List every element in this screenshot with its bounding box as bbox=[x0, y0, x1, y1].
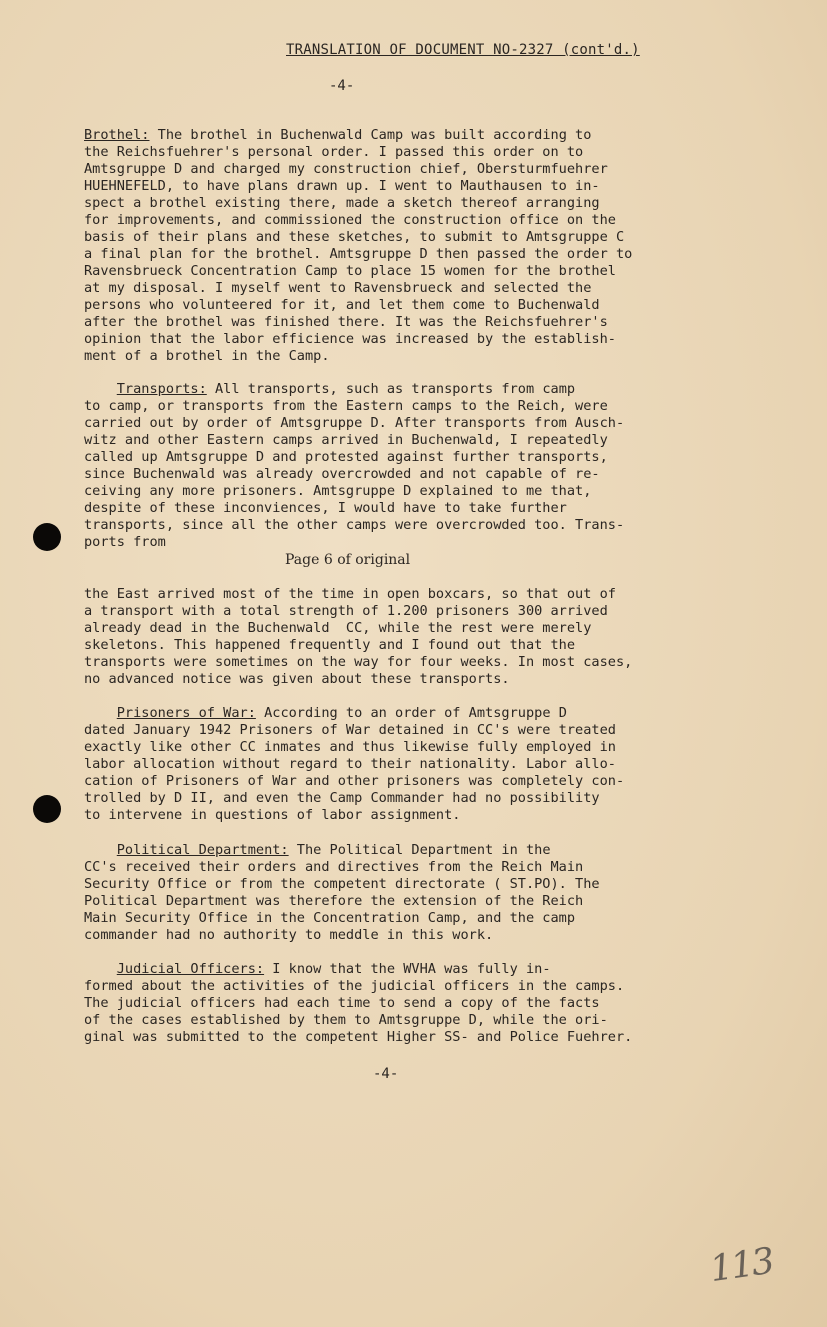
text-line: the East arrived most of the time in open boxcars, so that out of bbox=[84, 586, 616, 602]
text-line: already dead in the Buchenwald CC, while the rest were merely bbox=[84, 620, 592, 636]
text-line: of the cases established by them to Amtsgruppe D, while the ori- bbox=[84, 1012, 608, 1028]
original-page-reference: Page 6 of original bbox=[285, 552, 411, 568]
text-line: basis of their plans and these sketches, to submit to Amtsgruppe C bbox=[84, 229, 625, 245]
paragraph-judicial-officers bbox=[84, 961, 644, 1046]
text-line: Ravensbrueck Concentration Camp to place 15 women for the brothel bbox=[84, 263, 616, 279]
text-line: skeletons. This happened frequently and I found out that the bbox=[84, 637, 576, 653]
section-heading-judicial-officers: Judicial Officers: bbox=[116, 961, 265, 977]
text-line: to camp, or transports from the Eastern camps to the Reich, were bbox=[84, 398, 608, 414]
text-line: spect a brothel existing there, made a sketch thereof arranging bbox=[84, 195, 600, 211]
paragraph-transports-continued bbox=[84, 586, 644, 688]
paragraph-transports bbox=[84, 381, 644, 551]
text-line: since Buchenwald was already overcrowded and not capable of re- bbox=[84, 466, 600, 482]
text-line: opinion that the labor efficience was increased by the establish- bbox=[84, 331, 616, 347]
text-line: Main Security Office in the Concentration Camp, and the camp bbox=[84, 910, 576, 926]
text-line: Political Department was therefore the extension of the Reich bbox=[84, 893, 584, 909]
text-line: for improvements, and commissioned the construction office on the bbox=[84, 212, 616, 228]
document-header: TRANSLATION OF DOCUMENT NO-2327 (cont'd.) bbox=[286, 42, 640, 58]
text-line: a transport with a total strength of 1.200 prisoners 300 arrived bbox=[84, 603, 608, 619]
paragraph-text: The Political Department in the bbox=[288, 842, 551, 858]
text-line: ceiving any more prisoners. Amtsgruppe D explained to me that, bbox=[84, 483, 592, 499]
paragraph-text: I know that the WVHA was fully in- bbox=[264, 961, 551, 977]
text-line: commander had no authority to meddle in this work. bbox=[84, 927, 494, 943]
text-line: cation of Prisoners of War and other prisoners was completely con- bbox=[84, 773, 625, 789]
paragraph-brothel bbox=[84, 127, 644, 365]
text-line: ment of a brothel in the Camp. bbox=[84, 348, 330, 364]
text-line: called up Amtsgruppe D and protested against further transports, bbox=[84, 449, 608, 465]
text-line: persons who volunteered for it, and let them come to Buchenwald bbox=[84, 297, 600, 313]
text-line: The judicial officers had each time to send a copy of the facts bbox=[84, 995, 600, 1011]
paragraph-text: According to an order of Amtsgruppe D bbox=[255, 705, 567, 721]
text-line: the Reichsfuehrer's personal order. I passed this order on to bbox=[84, 144, 584, 160]
punch-hole bbox=[33, 795, 61, 823]
paragraph-first-line bbox=[84, 127, 644, 144]
text-line: ginal was submitted to the competent Higher SS- and Police Fuehrer. bbox=[84, 1029, 633, 1045]
text-line: transports were sometimes on the way for four weeks. In most cases, bbox=[84, 654, 633, 670]
text-line: to intervene in questions of labor assignment. bbox=[84, 807, 461, 823]
text-line: trolled by D II, and even the Camp Commander had no possibility bbox=[84, 790, 600, 806]
text-line: after the brothel was finished there. It was the Reichsfuehrer's bbox=[84, 314, 608, 330]
text-line: witz and other Eastern camps arrived in Buchenwald, I repeatedly bbox=[84, 432, 608, 448]
section-heading-brothel: Brothel: bbox=[84, 127, 150, 143]
paragraph-first-line bbox=[84, 705, 644, 722]
paragraph-first-line bbox=[84, 842, 644, 859]
text-line: Amtsgruppe D and charged my construction chief, Obersturmfuehrer bbox=[84, 161, 608, 177]
paragraph-first-line bbox=[84, 381, 644, 398]
text-line: no advanced notice was given about these transports. bbox=[84, 671, 510, 687]
paragraph-text: The brothel in Buchenwald Camp was built according to bbox=[149, 127, 592, 143]
page-number-bottom: -4- bbox=[373, 1066, 399, 1082]
paragraph-first-line bbox=[84, 961, 644, 978]
page-number-top: -4- bbox=[329, 78, 355, 94]
text-line: exactly like other CC inmates and thus likewise fully employed in bbox=[84, 739, 616, 755]
punch-hole bbox=[33, 523, 61, 551]
text-line: CC's received their orders and directives from the Reich Main bbox=[84, 859, 584, 875]
text-line: labor allocation without regard to their nationality. Labor allo- bbox=[84, 756, 616, 772]
section-heading-prisoners-of-war: Prisoners of War: bbox=[116, 705, 256, 721]
paragraph-text: All transports, such as transports from camp bbox=[206, 381, 576, 397]
handwritten-folio-number: 113 bbox=[707, 1240, 776, 1291]
text-line: despite of these inconviences, I would have to take further bbox=[84, 500, 567, 516]
text-line: ports from bbox=[84, 534, 166, 550]
text-line: dated January 1942 Prisoners of War detained in CC's were treated bbox=[84, 722, 616, 738]
text-line: Security Office or from the competent directorate ( ST.PO). The bbox=[84, 876, 600, 892]
text-line: formed about the activities of the judicial officers in the camps. bbox=[84, 978, 625, 994]
section-heading-political-department: Political Department: bbox=[116, 842, 289, 858]
text-line: a final plan for the brothel. Amtsgruppe D then passed the order to bbox=[84, 246, 633, 262]
text-line: carried out by order of Amtsgruppe D. After transports from Ausch- bbox=[84, 415, 625, 431]
text-line: transports, since all the other camps were overcrowded too. Trans- bbox=[84, 517, 625, 533]
section-heading-transports: Transports: bbox=[116, 381, 207, 397]
text-line: HUEHNEFELD, to have plans drawn up. I went to Mauthausen to in- bbox=[84, 178, 600, 194]
paragraph-prisoners-of-war bbox=[84, 705, 644, 824]
paragraph-political-department bbox=[84, 842, 644, 944]
text-line: at my disposal. I myself went to Ravensbrueck and selected the bbox=[84, 280, 592, 296]
